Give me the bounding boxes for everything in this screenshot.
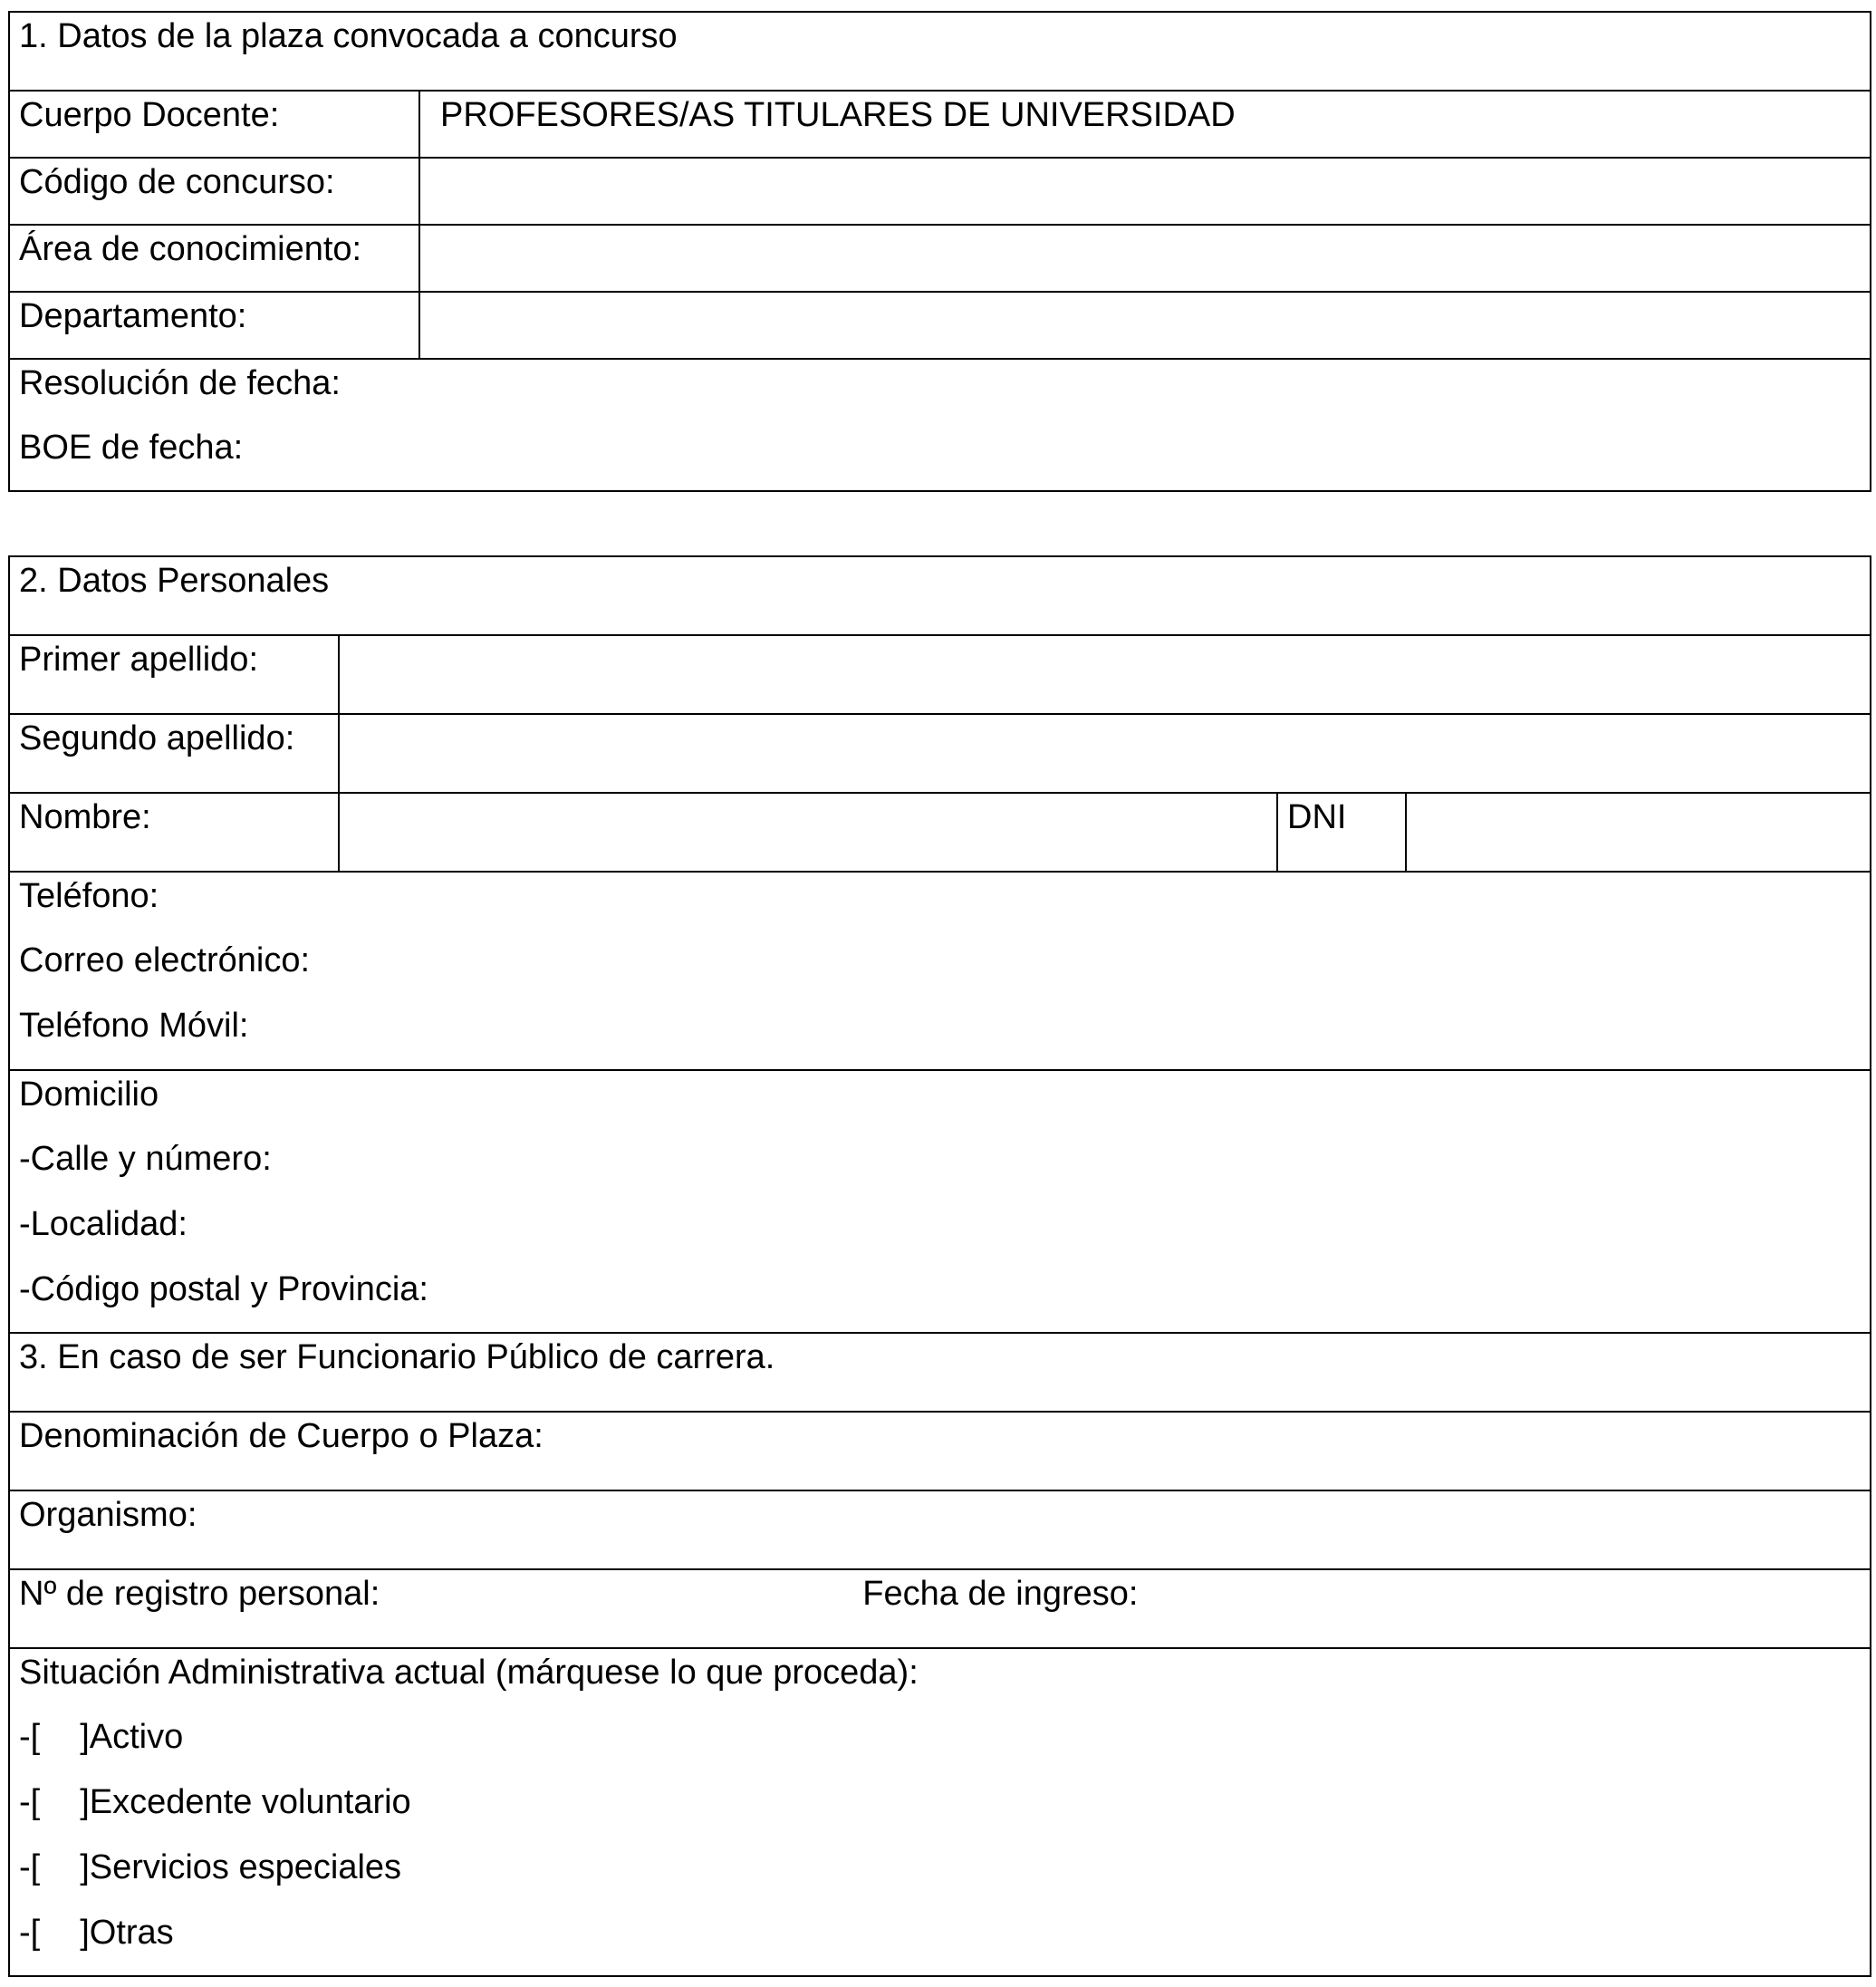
departamento-field[interactable]	[419, 292, 1871, 359]
resolucion-fecha-label: Resolución de fecha:	[19, 364, 341, 402]
checkbox-close: ]	[80, 1718, 90, 1756]
checkbox-close: ]	[80, 1783, 90, 1821]
area-conocimiento-label-cell	[9, 225, 419, 292]
telefono-movil-label: Teléfono Móvil:	[19, 1007, 249, 1045]
personal-data-table	[8, 555, 1871, 1977]
option-otras[interactable]	[19, 1910, 1870, 1975]
checkbox-open: -[	[19, 1848, 41, 1886]
segundo-apellido-label: Segundo apellido:	[19, 719, 295, 757]
correo-label: Correo electrónico:	[19, 941, 311, 979]
option-label: Activo	[89, 1718, 184, 1756]
nombre-label-cell	[9, 793, 339, 872]
nombre-field[interactable]	[339, 793, 1277, 872]
registro-fecha-cell[interactable]	[9, 1569, 1871, 1648]
segundo-apellido-field[interactable]	[339, 714, 1871, 793]
codigo-concurso-label: Código de concurso:	[19, 163, 335, 201]
localidad-label: -Localidad:	[19, 1205, 188, 1243]
checkbox-open: -[	[19, 1914, 41, 1952]
cuerpo-docente-field[interactable]	[419, 91, 1871, 158]
section2-title-cell	[9, 556, 1871, 635]
checkbox-close: ]	[80, 1848, 90, 1886]
nombre-label: Nombre:	[19, 798, 151, 836]
codigo-postal-provincia-label: -Código postal y Provincia:	[19, 1270, 428, 1308]
denominacion-label: Denominación de Cuerpo o Plaza:	[19, 1417, 544, 1455]
area-conocimiento-value	[440, 226, 1870, 232]
telefono-label: Teléfono:	[19, 877, 159, 915]
primer-apellido-label: Primer apellido:	[19, 641, 258, 679]
plaza-data-table	[8, 11, 1871, 492]
dni-field[interactable]	[1406, 793, 1871, 872]
section3-title-cell	[9, 1333, 1871, 1412]
checkbox-close: ]	[80, 1914, 90, 1952]
contact-cell[interactable]	[9, 872, 1871, 1070]
cuerpo-docente-label: Cuerpo Docente:	[19, 96, 280, 134]
domicilio-title: Domicilio	[19, 1075, 159, 1114]
codigo-concurso-label-cell	[9, 158, 419, 225]
area-conocimiento-label: Área de conocimiento:	[19, 230, 362, 268]
dni-label: DNI	[1287, 798, 1347, 836]
option-label: Excedente voluntario	[89, 1783, 411, 1821]
resolucion-boe-cell[interactable]	[9, 359, 1871, 491]
segundo-apellido-label-cell	[9, 714, 339, 793]
checkbox-open: -[	[19, 1718, 41, 1756]
fecha-ingreso-label: Fecha de ingreso:	[862, 1575, 1139, 1613]
departamento-label-cell	[9, 292, 419, 359]
organismo-cell[interactable]	[9, 1490, 1871, 1569]
situacion-label: Situación Administrativa actual (márquese lo que proceda):	[19, 1654, 919, 1692]
option-label: Servicios especiales	[89, 1848, 402, 1886]
organismo-label: Organismo:	[19, 1496, 197, 1534]
cuerpo-docente-value: PROFESORES/AS TITULARES DE UNIVERSIDAD	[440, 96, 1236, 134]
area-conocimiento-field[interactable]	[419, 225, 1871, 292]
registro-personal-label: Nº de registro personal:	[19, 1575, 380, 1613]
registro-fecha-line	[19, 1570, 1870, 1611]
option-label: Otras	[89, 1914, 174, 1952]
situacion-cell	[9, 1648, 1871, 1976]
checkbox-open: -[	[19, 1783, 41, 1821]
denominacion-cell[interactable]	[9, 1412, 1871, 1490]
primer-apellido-label-cell	[9, 635, 339, 714]
cuerpo-docente-label-cell	[9, 91, 419, 158]
section3-title: 3. En caso de ser Funcionario Público de carrera.	[19, 1338, 775, 1376]
option-servicios-especiales[interactable]	[19, 1845, 1870, 1910]
departamento-label: Departamento:	[19, 297, 247, 335]
option-activo[interactable]	[19, 1714, 1870, 1780]
section1-title-cell	[9, 12, 1871, 91]
calle-numero-label: -Calle y número:	[19, 1140, 272, 1178]
primer-apellido-field[interactable]	[339, 635, 1871, 714]
option-excedente-voluntario[interactable]	[19, 1780, 1870, 1845]
section2-title: 2. Datos Personales	[19, 562, 330, 600]
domicilio-cell[interactable]	[9, 1070, 1871, 1333]
section1-title: 1. Datos de la plaza convocada a concurso	[19, 17, 678, 55]
dni-label-cell	[1277, 793, 1406, 872]
codigo-concurso-value	[440, 159, 1870, 165]
codigo-concurso-field[interactable]	[419, 158, 1871, 225]
departamento-value	[440, 293, 1870, 299]
boe-fecha-label: BOE de fecha:	[19, 429, 244, 467]
